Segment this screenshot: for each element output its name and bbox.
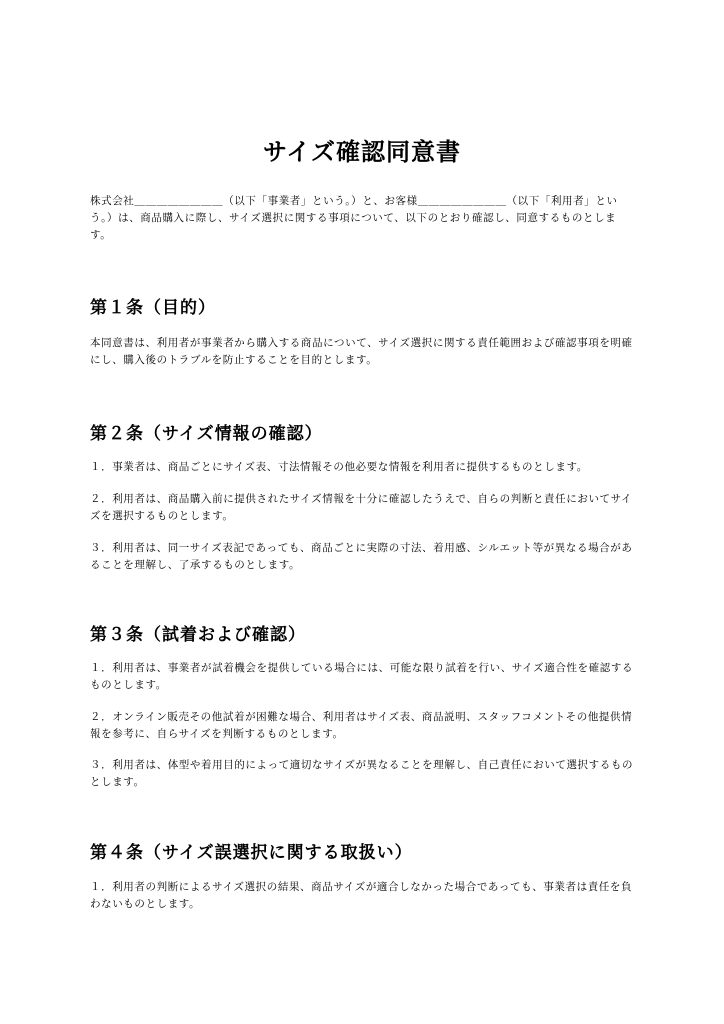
preamble-text: 株式会社＿＿＿＿＿＿＿＿（以下「事業者」という。）と、お客様＿＿＿＿＿＿＿＿（以下「利用者」という。）は、商品購入に際し、サイズ選択に関する事項について、以下のとおり確認し、同意するものとします。	[90, 195, 618, 241]
article-1-paragraph-1: 本同意書は、利用者が事業者から購入する商品について、サイズ選択に関する責任範囲および確認事項を明確にし、購入後のトラブルを防止することを目的とします。	[90, 337, 633, 366]
article-3-paragraph-1: １．利用者は、事業者が試着機会を提供している場合には、可能な限り試着を行い、サイズ適合性を確認するものとします。	[90, 662, 634, 691]
article-3-heading: 第３条（試着および確認）	[90, 625, 306, 645]
article-3-paragraph-2: ２．オンライン販売その他試着が困難な場合、利用者はサイズ表、商品説明、スタッフコメントその他提供情報を参考に、自らサイズを判断するものとします。	[90, 711, 633, 740]
article-2-paragraph-1: １．事業者は、商品ごとにサイズ表、寸法情報その他必要な情報を利用者に提供するものとします。	[90, 461, 588, 473]
article-2-paragraph-3: ３．利用者は、同一サイズ表記であっても、商品ごとに実際の寸法、着用感、シルエット等が異なる場合があることを理解し、了承するものとします。	[90, 542, 633, 571]
article-4-heading: 第４条（サイズ誤選択に関する取扱い）	[90, 843, 413, 863]
article-3-paragraph-3: ３．利用者は、体型や着用目的によって適切なサイズが異なることを理解し、自己責任において選択するものとします。	[90, 759, 634, 788]
document-title: サイズ確認同意書	[262, 138, 462, 167]
article-1-heading: 第１条（目的）	[90, 298, 216, 318]
article-2-heading: 第２条（サイズ情報の確認）	[90, 424, 323, 444]
article-4-paragraph-1: １．利用者の判断によるサイズ選択の結果、商品サイズが適合しなかった場合であっても、事業者は責任を負わないものとします。	[90, 881, 633, 910]
article-2-paragraph-2: ２．利用者は、商品購入前に提供されたサイズ情報を十分に確認したうえで、自らの判断と責任においてサイズを選択するものとします。	[90, 493, 633, 522]
